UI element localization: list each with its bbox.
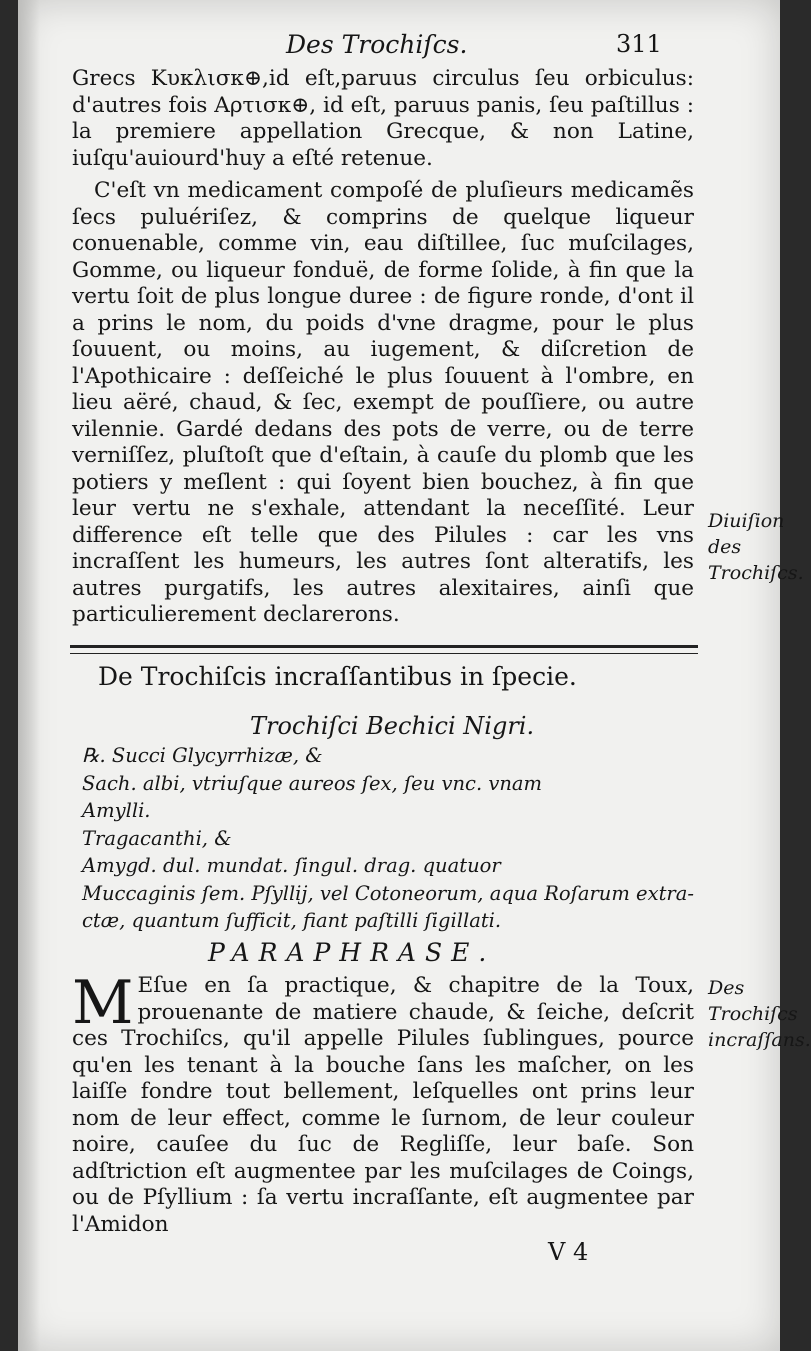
- section-heading: De Trochiſcis incraſſantibus in ſpecie.: [98, 662, 577, 691]
- running-head: Des Trochiſcs.: [286, 30, 468, 59]
- recipe-line: ctæ, quantum ſufficit, fiant paſtilli ſigillati.: [82, 909, 502, 932]
- book-page: [18, 0, 811, 1351]
- recipe-block: [82, 742, 702, 935]
- page-number: 311: [616, 30, 662, 58]
- paragraph-intro: [72, 66, 694, 172]
- recipe-line: Tragacanthi, &: [82, 826, 232, 850]
- paragraph-paraphrase: [72, 968, 694, 1238]
- margin-note-division: Diuiſion des Trochiſcs.: [708, 510, 804, 584]
- section-divider: [70, 645, 698, 648]
- section-divider-thin: [70, 653, 698, 654]
- recipe-line: ℞. Succi Glycyrrhizæ, &: [82, 744, 323, 767]
- page-gutter-shadow: [18, 0, 40, 1351]
- recipe-line: Muccaginis ſem. Pſyllij, vel Cotoneorum, aqua Roſarum extra-: [82, 881, 694, 905]
- paragraph-text: C'eſt vn medicament compoſé de pluſieurs medicamẽs ſecs puluériſez, & comprins de quelque liqueur conuenable, comme vin, eau diſtillee, ſuc muſcilages, Gomme, ou liqueur fonduë, de forme ſolide, à fin que la vertu ſoit de plus longue duree : de figure ronde, d'ont il a prins le nom, du poids d'vne dragme, pour le plus ſouuent, ou moins, au iugement, & diſcretion de l'Apothicaire : deſſeiché le plus ſouuent à l'ombre, en lieu aëré, chaud, & ſec, exempt de pouſſiere, ou autre vilennie. Gardé dedans des pots de verre, ou de terre verniſſez, pluſtoſt que d'eſtain, à cauſe du plomb que les potiers y meſlent : qui ſoyent bien bouchez, à fin que leur vertu ne s'exhale, attendant la neceſſité. Leur difference eſt telle que des Pilules : car les vns incraſſent les humeurs, les autres ſont alteratifs, les autres purgatifs, les autres alexitaires, ainſi que particulierement declarerons.: [72, 178, 694, 627]
- paragraph-definition: [72, 178, 694, 629]
- recipe-title: Trochiſci Bechici Nigri.: [250, 712, 535, 740]
- recipe-line: Sach. albi, vtriuſque aureos ſex, ſeu vnc. vnam: [82, 771, 543, 795]
- signature-mark: V 4: [548, 1238, 589, 1266]
- recipe-line: Amylli.: [82, 799, 151, 822]
- paragraph-text: Eſue en ſa practique, & chapitre de la Toux, prouenante de matiere chaude, & ſeiche, deſcrit ces Trochiſcs, qu'il appelle Pilules ſublingues, pource qu'en les tenant à la bouche ſans les maſcher, on les laiſſe fondre tout bellement, leſquelles ont prins leur nom de leur effect, comme le ſurnom, de leur couleur noire, cauſee du ſuc de Regliſſe, leur baſe. Son adſtriction eſt augmentee par les muſcilages de Coings, ou de Pſyllium : ſa vertu incraſſante, eſt augmentee par l'Amidon: [72, 973, 694, 1237]
- paraphrase-heading: PARAPHRASE.: [208, 938, 496, 967]
- paragraph-text: Grecs Κυκλισκ⊕,id eſt,paruus circulus ſeu orbiculus: d'autres fois Αρτισκ⊕, id eſt, paruus panis, ſeu paſtillus : la premiere appellation Grecque, & non Latine, iuſqu'auiourd'huy a eſté retenue.: [72, 66, 694, 171]
- recipe-line: Amygd. dul. mundat. ſingul. drag. quatuor: [82, 854, 501, 877]
- margin-note-incrassans: Des Trochiſcs incraſſans.: [708, 977, 811, 1051]
- drop-cap: M: [72, 968, 134, 1038]
